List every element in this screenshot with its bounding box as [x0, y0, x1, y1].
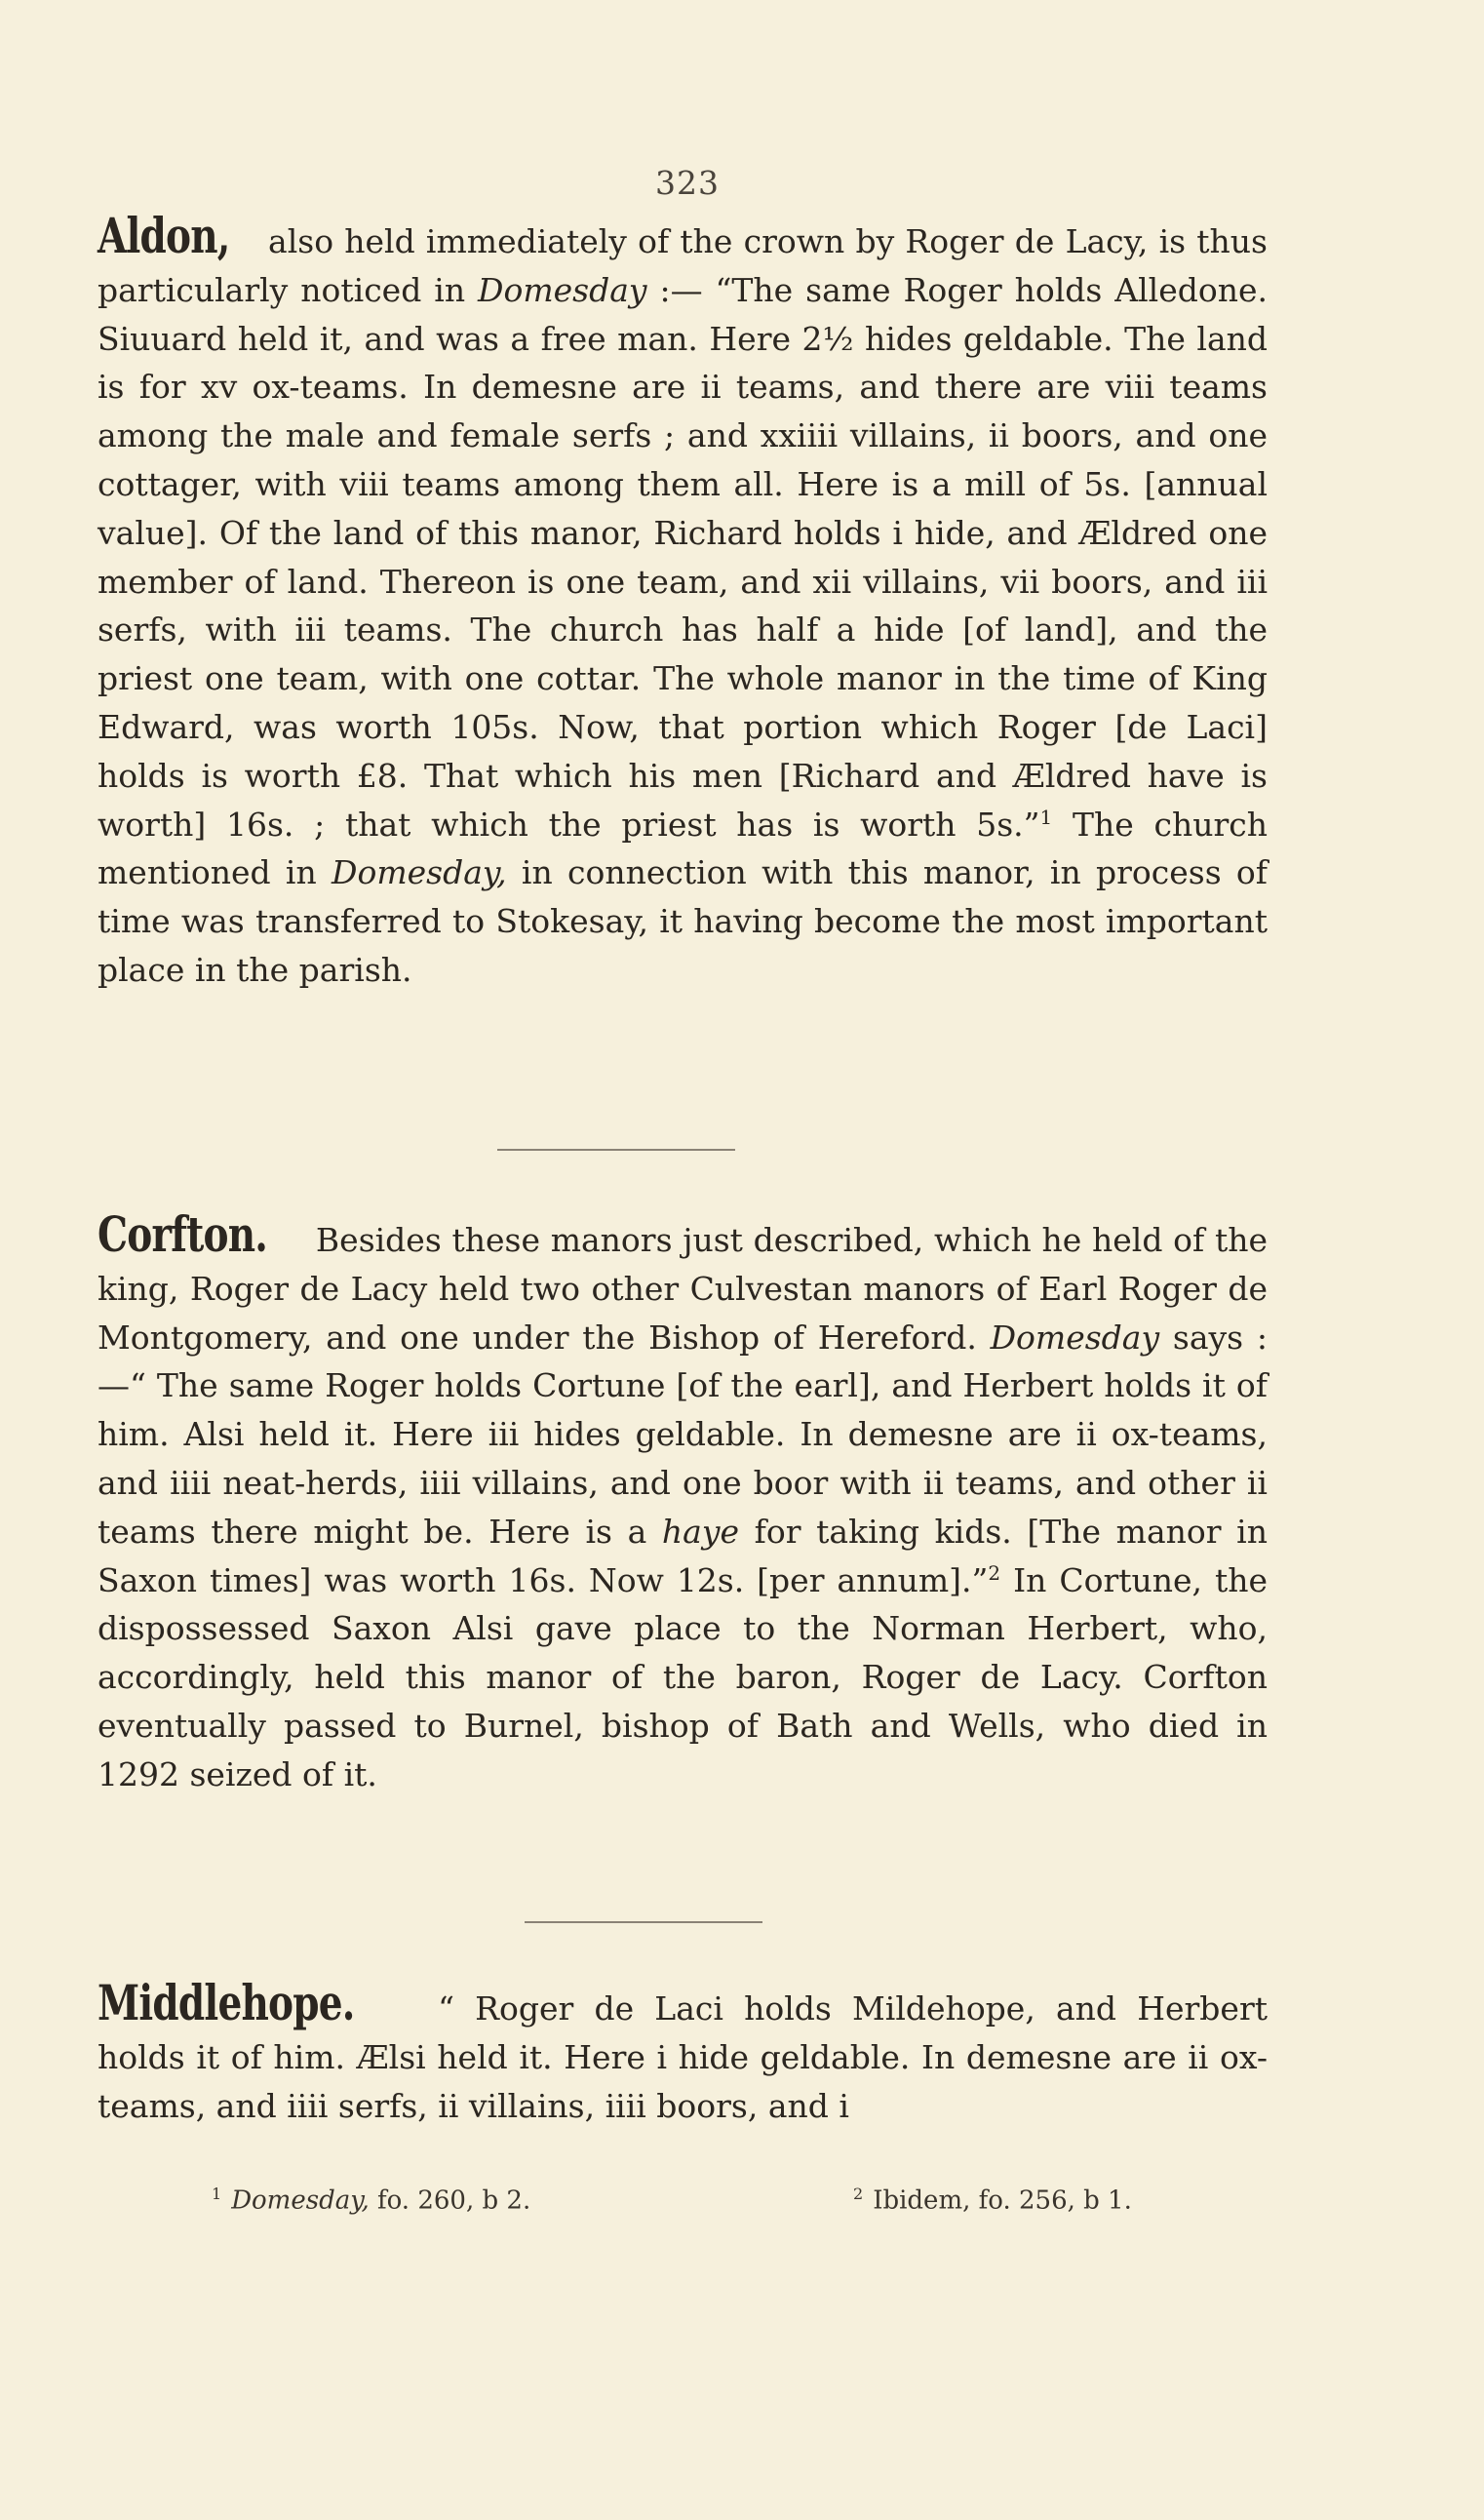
section-heading-corfton: Corfton. [98, 1205, 268, 1263]
corfton-paragraph: Corfton. Besides these manors just described, which he held of the king, Roger de Lacy held two other Culvestan manors of Earl Roger de Montgomery, and one under the Bishop of Hereford. Domesday says :—“ The same Roger holds Cortune [of the earl], and Herbert holds it of him. Alsi held it. Here iii hides geldable. In demesne are ii ox-teams, and iiii neat-herds, iiii villains, and one boor with ii teams, and other ii teams there might be. Here is a haye for taking kids. [The manor in Saxon times] was worth 16s. Now 12s. [per annum].”$^2$ In Cortune, the dispossessed Saxon Alsi gave place to the Norman Herbert, who, accordingly, held this manor of the baron, Roger de Lacy. Corfton eventually passed to Burnel, bishop of Bath and Wells, who died in 1292 seized of it. [98, 1205, 1268, 1793]
page-number: 323 [655, 164, 720, 202]
footnotes [200, 2185, 1292, 2224]
section-heading-middlehope: Middlehope. [98, 1974, 355, 2031]
footnote-ref-1: 1 [1039, 805, 1053, 829]
section-divider [525, 1921, 762, 1923]
section-divider [497, 1149, 735, 1151]
section-corfton [98, 1205, 1268, 1799]
middlehope-paragraph: Middlehope. “ Roger de Laci holds Mildehope, and Herbert holds it of him. Ælsi held it. Here i hide geldable. In demesne are ii ox-teams, and iiii serfs, ii villains, iiii boors, and i [98, 1974, 1268, 2125]
footnote-2: $^2$ Ibidem, fo. 256, b 1. [853, 2185, 1132, 2216]
aldon-paragraph: Aldon, also held immediately of the crown by Roger de Lacy, is thus particularly noticed in Domesday :— “The same Roger holds Alledone. Siuuard held it, and was a free man. Here 2½ hides geldable. The land is for xv ox-teams. In demesne are ii teams, and there are viii teams among the male and female serfs ; and xxiiii villains, ii boors, and one cottager, with viii teams among them all. Here is a mill of 5s. [annual value]. Of the land of this manor, Richard holds i hide, and Ældred one member of land. Thereon is one team, and xii villains, vii boors, and iii serfs, with iii teams. The church has half a hide [of land], and the priest one team, with one cottar. The whole manor in the time of King Edward, was worth 105s. Now, that portion which Roger [de Laci] holds is worth £8. That which his men [Richard and Ældred have is worth] 16s. ; that which the priest has is worth 5s.”$^1$ The church mentioned in Domesday, in connection with this manor, in process of time was transferred to Stokesay, it having become the most important place in the parish. [98, 207, 1268, 989]
section-heading-aldon: Aldon, [98, 207, 230, 264]
section-aldon [98, 207, 1268, 995]
footnote-1: $^1$ Domesday, fo. 260, b 2. [212, 2185, 531, 2216]
footnote-ref-2: 2 [988, 1560, 1001, 1585]
section-middlehope [98, 1974, 1268, 2130]
